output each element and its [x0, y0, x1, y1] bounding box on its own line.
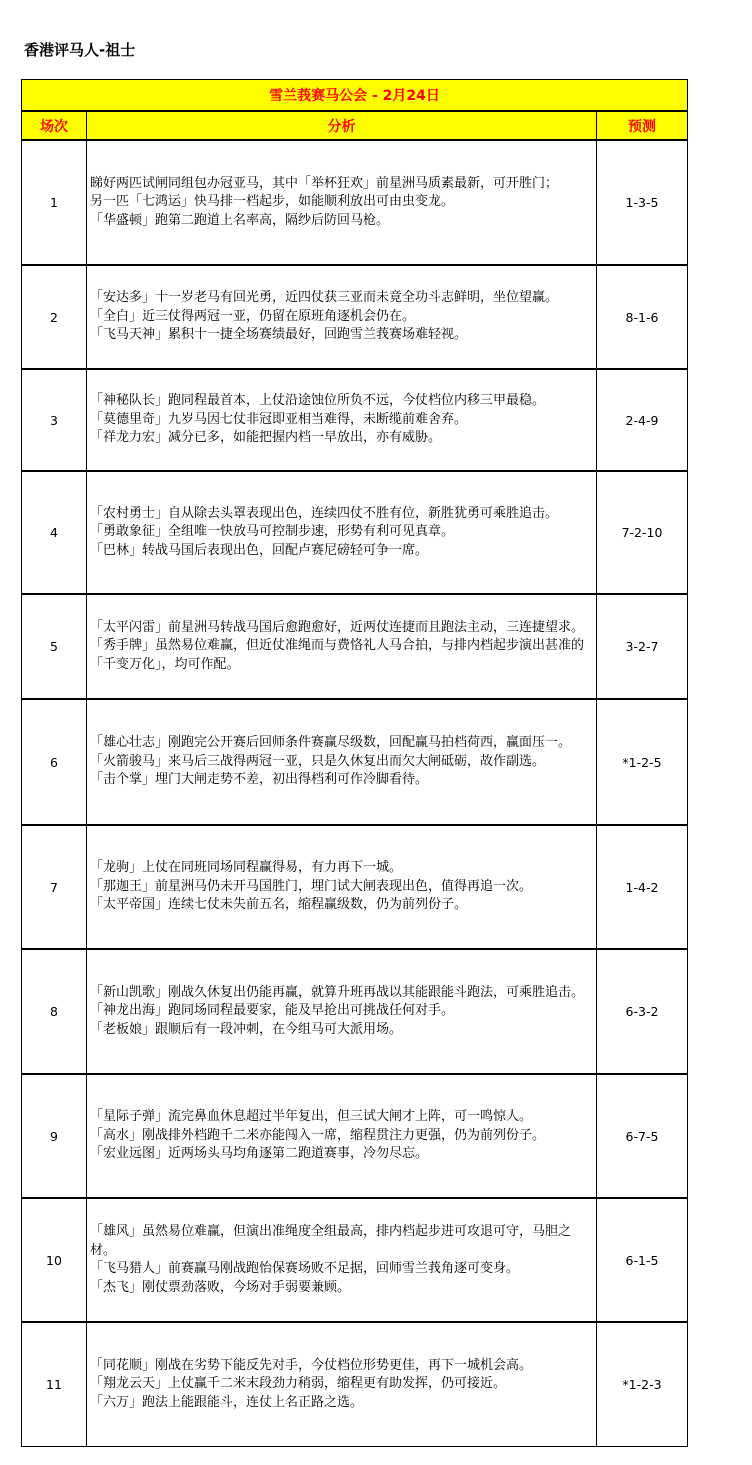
table-header-row — [22, 111, 688, 140]
race-number: 6 — [22, 699, 87, 825]
race-number: 8 — [22, 949, 87, 1074]
race-number: 5 — [22, 594, 87, 699]
analysis-paragraph: 「老板娘」跟顺后有一段冲刺，在今组马可大派用场。 — [90, 1021, 403, 1037]
race-number: 7 — [22, 825, 87, 949]
table-row — [22, 1198, 688, 1322]
analysis-paragraph: 「神龙出海」跑同场同程最要家，能及早抢出可挑战任何对手。 — [90, 1003, 455, 1019]
analysis-paragraph: 「宏业远图」近两场头马均角逐第二跑道赛事，冷勿尽忘。 — [90, 1146, 429, 1162]
analysis-paragraph: 睇好两匹试闸同组包办冠亚马，其中「举杯狂欢」前星洲马质素最新，可开胜门； — [90, 175, 559, 191]
analysis-paragraph: 「同花顺」刚战在劣势下能反先对手，今仗档位形势更佳，再下一城机会高。 — [90, 1357, 533, 1373]
analysis-paragraph: 「秀手牌」虽然易位难赢，但近仗准绳而与费恪礼人马合拍，与排内档起步演出甚准的「千变万化」，均可作配。 — [90, 638, 585, 672]
analysis-paragraph: 「星际子弹」流完鼻血休息超过半年复出，但三试大闸才上阵，可一鸣惊人。 — [90, 1109, 533, 1125]
table-row — [22, 594, 688, 699]
race-analysis — [87, 265, 597, 369]
analysis-paragraph: 「杰飞」刚仗票劲落败，今场对手弱要兼顾。 — [90, 1279, 351, 1295]
race-analysis — [87, 1322, 597, 1446]
race-pick: 6-3-2 — [597, 949, 688, 1074]
race-analysis — [87, 949, 597, 1074]
race-analysis — [87, 825, 597, 949]
analysis-paragraph: 「高水」刚战排外档跑千二米亦能闯入一席，缩程贯注力更强，仍为前列份子。 — [90, 1127, 546, 1143]
analysis-paragraph: 「翔龙云天」上仗赢千二米末段劲力稍弱，缩程更有助发挥，仍可接近。 — [90, 1376, 507, 1391]
race-pick: *1-2-5 — [597, 699, 688, 825]
analysis-paragraph: 「安达多」十一岁老马有回光勇，近四仗获三亚而未竟全功斗志鲜明，坐位望赢。 — [90, 290, 559, 306]
analysis-paragraph: 「全白」近三仗得两冠一亚，仍留在原班角逐机会仍在。 — [90, 308, 416, 324]
table-row — [22, 1322, 688, 1446]
header-race: 场次 — [22, 111, 87, 140]
race-pick: *1-2-3 — [597, 1322, 688, 1446]
analysis-paragraph: 「莫德里奇」九岁马因七仗非冠即亚相当难得，未断缆前难舍弃。 — [90, 411, 468, 427]
race-pick: 2-4-9 — [597, 369, 688, 471]
race-number: 11 — [22, 1322, 87, 1446]
race-number: 1 — [22, 140, 87, 265]
analysis-paragraph: 「太平帝国」连续七仗未失前五名，缩程赢级数，仍为前列份子。 — [90, 897, 468, 913]
analysis-paragraph: 「雄风」虽然易位难赢，但演出准绳度全组最高，排内档起步进可攻退可守，马胆之材。 — [90, 1224, 572, 1258]
race-analysis — [87, 1074, 597, 1198]
analysis-paragraph: 「新山凯歌」刚战久休复出仍能再赢，就算升班再战以其能跟能斗跑法，可乘胜追击。 — [90, 984, 585, 1000]
analysis-paragraph: 「勇敢象征」全组唯一快放马可控制步速，形势有利可见真章。 — [90, 524, 455, 540]
analysis-paragraph: 「那迦王」前星洲马仍未开马国胜门，埋门试大闸表现出色，值得再追一次。 — [90, 878, 533, 894]
analysis-paragraph: 「飞马天神」累积十一捷全场赛绩最好，回跑雪兰莪赛场难轻视。 — [90, 327, 468, 343]
table-row — [22, 1074, 688, 1198]
analysis-paragraph: 「祥龙力宏」减分已多，如能把握内档一早放出，亦有威胁。 — [90, 430, 442, 446]
race-analysis — [87, 594, 597, 699]
table-row — [22, 140, 688, 265]
header-pick: 预测 — [597, 111, 688, 140]
analysis-paragraph: 「农村勇士」自从除去头罩表现出色，连续四仗不胜有位，新胜犹勇可乘胜追击。 — [90, 505, 559, 521]
table-row — [22, 369, 688, 471]
race-analysis — [87, 140, 597, 265]
race-pick: 8-1-6 — [597, 265, 688, 369]
page-title: 香港评马人-祖士 — [24, 41, 136, 59]
table-row — [22, 949, 688, 1074]
race-analysis — [87, 369, 597, 471]
race-pick: 1-4-2 — [597, 825, 688, 949]
analysis-paragraph: 「神秘队长」跑同程最首本，上仗沿途蚀位所负不远，今仗档位内移三甲最稳。 — [90, 393, 546, 409]
race-number: 2 — [22, 265, 87, 369]
analysis-paragraph: 「巴林」转战马国后表现出色，回配卢赛尼磅轻可争一席。 — [90, 542, 429, 558]
race-number: 9 — [22, 1074, 87, 1198]
race-pick: 1-3-5 — [597, 140, 688, 265]
race-pick: 7-2-10 — [597, 471, 688, 594]
table-banner: 雪兰莪赛马公会 - 2月24日 — [22, 80, 688, 112]
race-pick: 6-7-5 — [597, 1074, 688, 1198]
race-number: 10 — [22, 1198, 87, 1322]
header-analysis: 分析 — [87, 111, 597, 140]
race-analysis — [87, 699, 597, 825]
table-row — [22, 699, 688, 825]
race-analysis — [87, 471, 597, 594]
race-predictions-table — [21, 79, 688, 1447]
table-banner-row — [22, 80, 688, 112]
race-number: 4 — [22, 471, 87, 594]
table-row — [22, 825, 688, 949]
analysis-paragraph: 「火箭骏马」来马后三战得两冠一亚，只是久休复出而欠大闸砥砺，故作副选。 — [90, 753, 546, 769]
analysis-paragraph: 「雄心壮志」刚跑完公开赛后回师条件赛赢尽级数，回配赢马拍档荷西，赢面压一。 — [90, 735, 572, 751]
analysis-paragraph: 「六万」跑法上能跟能斗，连仗上名正路之选。 — [90, 1394, 364, 1410]
analysis-paragraph: 「龙驹」上仗在同班同场同程赢得易，有力再下一城。 — [90, 860, 403, 876]
race-analysis — [87, 1198, 597, 1322]
analysis-paragraph: 另一匹「七鸿运」快马排一档起步，如能顺利放出可由虫变龙。 — [90, 194, 455, 210]
race-pick: 6-1-5 — [597, 1198, 688, 1322]
table-row — [22, 471, 688, 594]
analysis-paragraph: 「华盛顿」跑第二跑道上名率高，隔纱后防回马枪。 — [90, 212, 390, 228]
table-row — [22, 265, 688, 369]
race-pick: 3-2-7 — [597, 594, 688, 699]
analysis-paragraph: 「击个掌」埋门大闸走势不差，初出得档利可作冷脚看待。 — [90, 772, 429, 788]
analysis-paragraph: 「飞马猎人」前赛赢马刚战跑怡保赛场败不足据，回师雪兰莪角逐可变身。 — [90, 1261, 520, 1276]
race-number: 3 — [22, 369, 87, 471]
table-body — [22, 140, 688, 1446]
analysis-paragraph: 「太平闪雷」前星洲马转战马国后愈跑愈好，近两仗连捷而且跑法主动，三连捷望求。 — [90, 619, 585, 635]
